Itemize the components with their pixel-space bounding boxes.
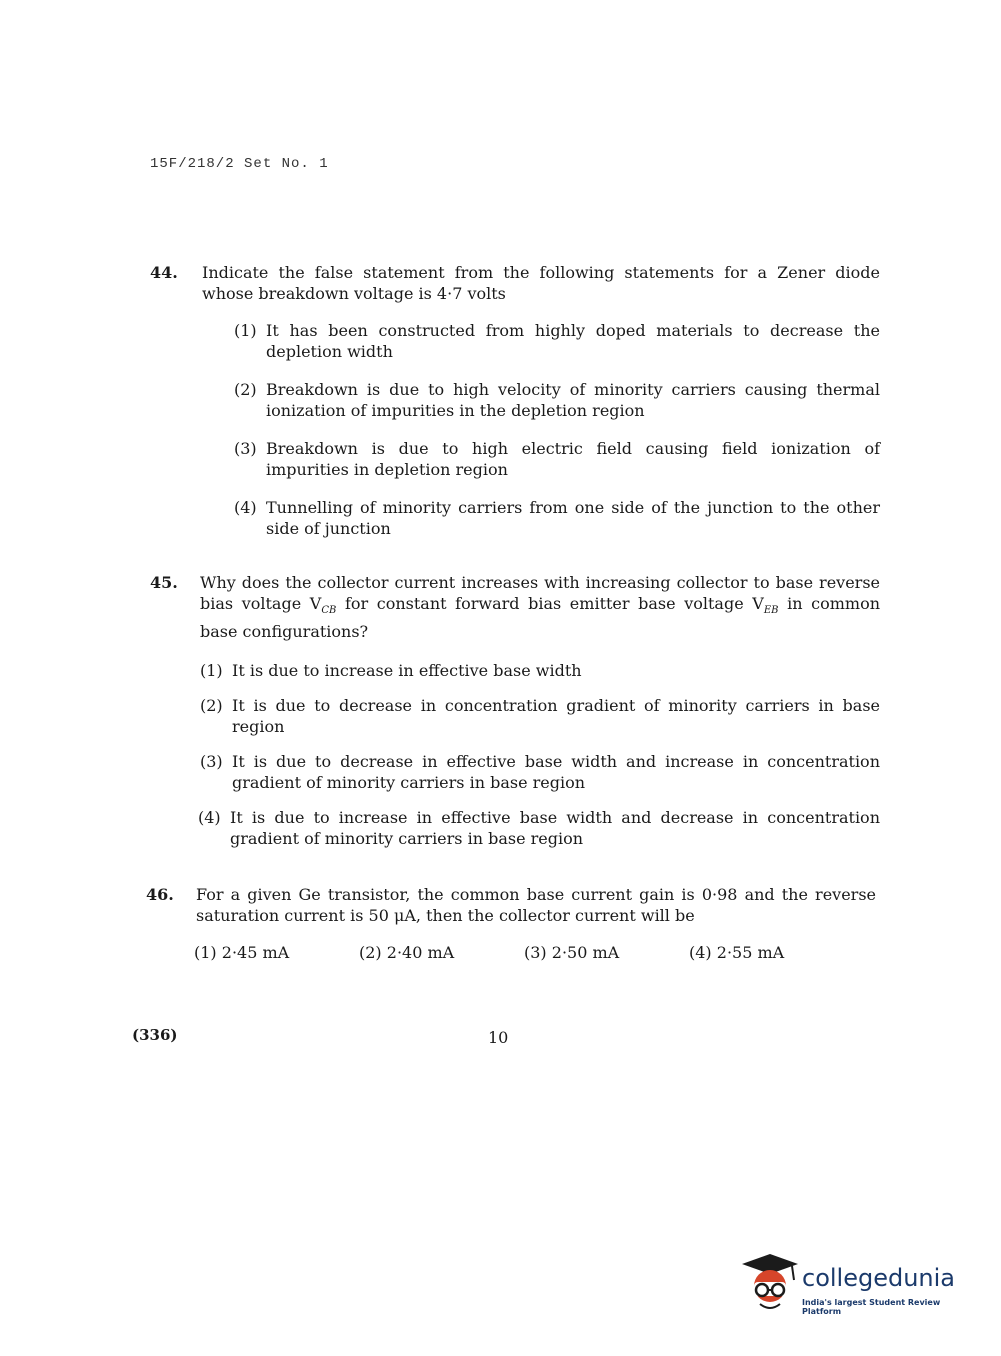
option [194, 942, 359, 963]
option [689, 942, 854, 963]
option-number: (4) [689, 943, 712, 962]
page-number: 10 [488, 1028, 509, 1047]
question-text: For a given Ge transistor, the common base current gain is 0·98 and the reverse saturation current is 50 μA, then the collector current will be [196, 885, 876, 925]
option-number: (3) [524, 943, 547, 962]
option-number: (2) [359, 943, 382, 962]
option [359, 942, 524, 963]
option [234, 497, 880, 539]
option [524, 942, 689, 963]
question-45 [150, 572, 880, 849]
option-text: 2·55 mA [716, 943, 785, 962]
question-number: 46. [146, 885, 174, 904]
option [200, 695, 880, 737]
option [200, 751, 880, 793]
option-number: (1) [200, 661, 223, 681]
option [234, 438, 880, 480]
option-text: Tunnelling of minority carriers from one side of the junction to the other side of junction [266, 498, 880, 538]
option [234, 379, 880, 421]
option-text: 2·45 mA [221, 943, 290, 962]
option-number: (2) [200, 696, 223, 716]
option-number: (4) [234, 498, 257, 517]
option-number: (4) [198, 808, 221, 828]
question-text-part: Why does the collector current increases with increasing collector to base reverse bias voltage V [200, 573, 880, 613]
collegedunia-watermark [740, 1250, 975, 1320]
question-text-part: in common base configurations? [200, 594, 881, 642]
option-number: (1) [234, 321, 257, 340]
subscript: EB [763, 605, 779, 617]
header-code: 15F/218/2 Set No. 1 [150, 156, 329, 172]
option-text: It is due to increase in effective base width and decrease in concentration gradient of minority carriers in base region [230, 808, 880, 849]
option-number: (1) [194, 943, 217, 962]
option-number: (2) [234, 380, 257, 399]
option [198, 807, 880, 849]
question-number: 45. [150, 573, 178, 592]
footer-code: (336) [132, 1026, 178, 1044]
option [200, 660, 880, 681]
question-text: Indicate the false statement from the following statements for a Zener diode whose breakdown voltage is 4·7 volts [202, 263, 880, 303]
question-46 [146, 884, 876, 963]
option-text: It is due to decrease in concentration gradient of minority carriers in base region [232, 696, 880, 737]
question-44 [150, 262, 880, 539]
option [234, 320, 880, 362]
question-text [200, 572, 880, 642]
option-number: (3) [200, 752, 223, 772]
question-number: 44. [150, 263, 178, 282]
watermark-brand: collegedunia [802, 1264, 956, 1292]
option-text: Breakdown is due to high velocity of minority carriers causing thermal ionization of impurities in the depletion region [266, 380, 880, 420]
option-text: 2·40 mA [386, 943, 455, 962]
option-number: (3) [234, 439, 257, 458]
mascot-logo-icon [740, 1250, 800, 1320]
option-text: It is due to increase in effective base width [232, 661, 582, 681]
option-text: 2·50 mA [551, 943, 620, 962]
subscript: CB [321, 605, 337, 617]
option-text: Breakdown is due to high electric field causing field ionization of impurities in depletion region [266, 439, 880, 479]
option-text: It is due to decrease in effective base width and increase in concentration gradient of minority carriers in base region [232, 752, 880, 793]
option-row [194, 942, 876, 963]
question-text-part: for constant forward bias emitter base voltage V [336, 594, 764, 613]
option-text: It has been constructed from highly doped materials to decrease the depletion width [266, 321, 880, 361]
watermark-tagline: India's largest Student Review Platform [802, 1298, 941, 1316]
